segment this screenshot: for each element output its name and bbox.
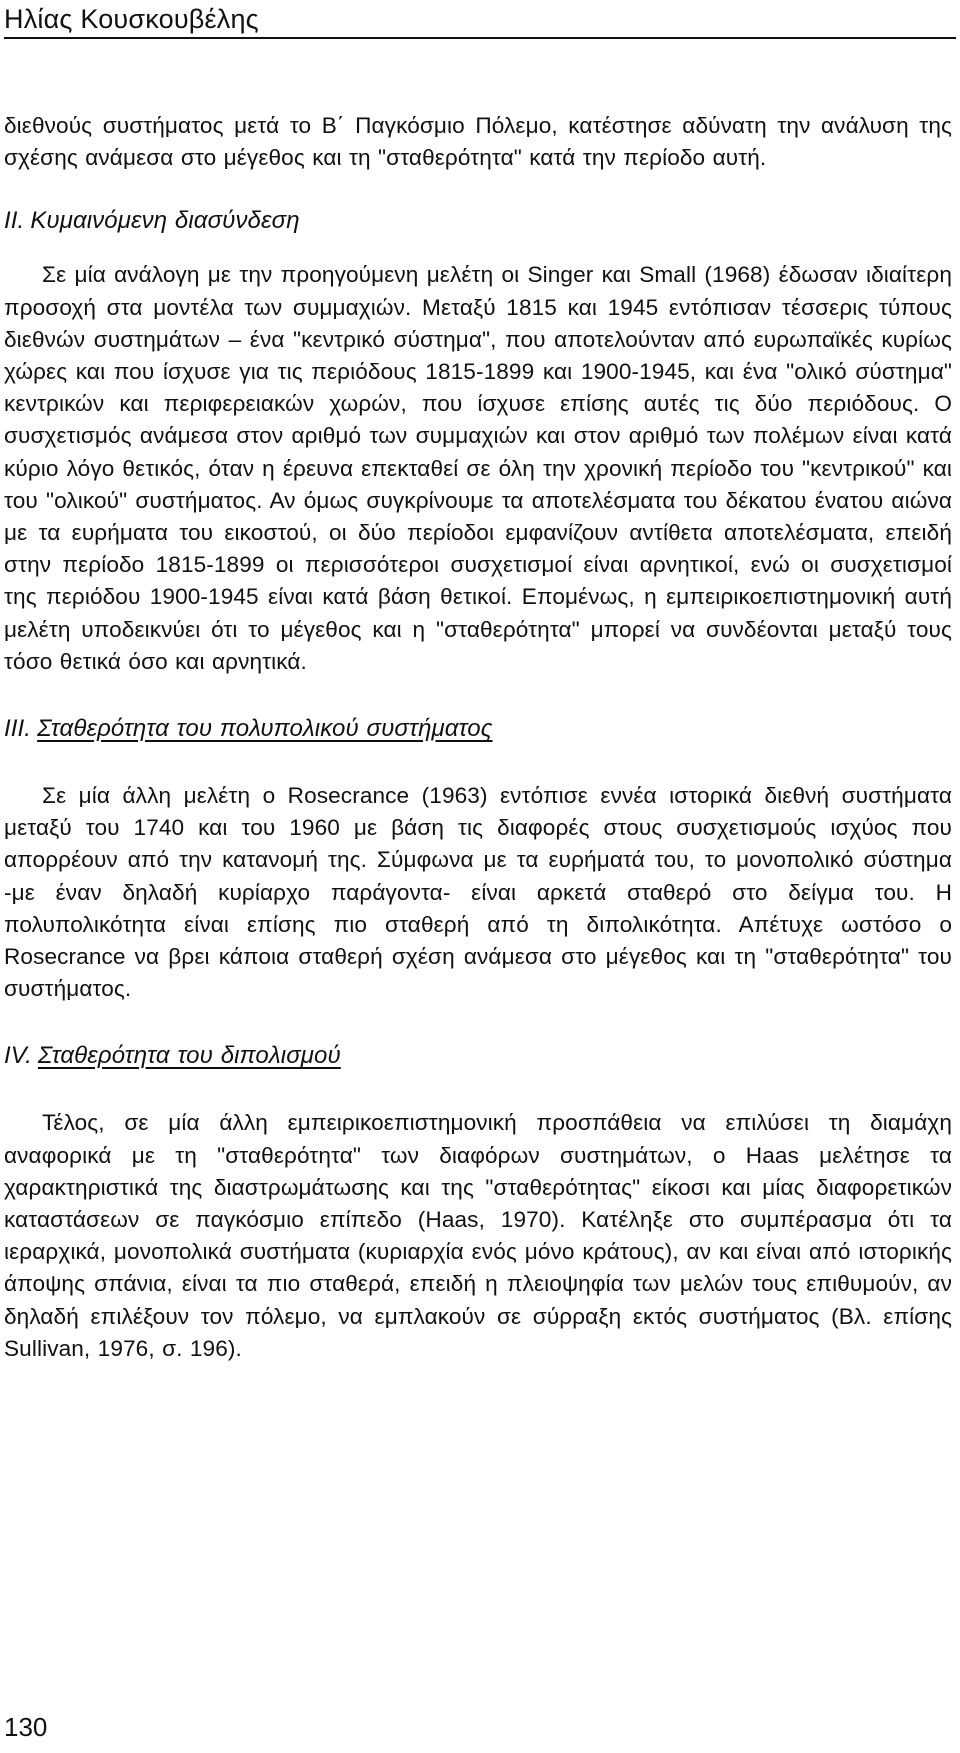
paragraph-4: Τέλος, σε μία άλλη εμπειρικοεπιστημονική προσπάθεια να επιλύσει τη διαμάχη αναφορικά με τη "σταθερότητα" των διαφόρων συστημάτων, ο Haas μελέτησε τα χαρακτηριστικά της διαστρωμάτωσης και της "σταθερότητας" είκοσι και μίας διαφορετικών καταστάσεων σε παγκόσμιο επίπεδο (Haas, 1970). Κατέληξε στο συμπέρασμα ότι τα ιεραρχικά, μονοπολικά συστήματα (κυριαρχία ενός μόνο κράτους), αν και είναι από ιστορικής άποψης σπάνια, είναι τα πιο σταθερά, επειδή η πλειοψηφία των μελών τους επιθυμούν, αν δηλαδή επιλέξουν τον πόλεμο, να εμπλακούν σε σύρραξη εκτός συστήματος (Βλ. επίσης Sullivan, 1976, σ. 196). [4, 1110, 952, 1361]
section-number-2: ΙΙ. [4, 207, 25, 235]
paragraph-3: Σε μία άλλη μελέτη ο Rosecrance (1963) εντόπισε εννέα ιστορικά διεθνή συστήματα μεταξύ του 1740 και του 1960 με βάση τις διαφορές στους συσχετισμούς ισχύος που απορρέουν από την κατανομή της. Σύμφωνα με τα ευρήματά του, το μονοπολικό σύστημα -με έναν δηλαδή κυρίαρχο παράγοντα- είναι αρκετά σταθερό στο δείγμα του. Η πολυπολικότητα είναι επίσης πιο σταθερή από τη διπολικότητα. Απέτυχε ωστόσο ο Rosecrance να βρει κάποια σταθερή σχέση ανάμεσα στο μέγεθος και τη "σταθερότητα" του συστήματος. [4, 783, 952, 1002]
page-number: 130 [4, 1712, 48, 1742]
section-heading-2 [4, 205, 952, 237]
section-number-4: ΙV. [4, 1042, 32, 1070]
paragraph-2: Σε μία ανάλογη με την προηγούμενη μελέτη οι Singer και Small (1968) έδωσαν ιδιαίτερη προσοχή στα μοντέλα των συμμαχιών. Μεταξύ 1815 και 1945 εντόπισαν τέσσερις τύπους διεθνών συστημάτων – ένα "κεντρικό σύστημα", που αποτελούνταν από ευρωπαϊκές κυρίως χώρες και που ίσχυσε για τις περιόδους 1815-1899 και 1900-1945, και ένα "ολικό σύστημα" κεντρικών και περιφερειακών χωρών, που ίσχυσε επίσης αυτές τις δύο περιόδους. Ο συσχετισμός ανάμεσα στον αριθμό των συμμαχιών και στον αριθμό των πολέμων είναι κατά κύριο λόγο θετικός, όταν η έρευνα επεκταθεί σε όλη την χρονική περίοδο του "κεντρικού" και του "ολικού" συστήματος. Αν όμως συγκρίνουμε τα αποτελέσματα του δέκατου ένατου αιώνα με τα ευρήματα του εικοστού, οι δύο περίοδοι εμφανίζουν αντίθετα αποτελέσματα, επειδή στην περίοδο 1815-1899 οι περισσότεροι συσχετισμοί είναι αρνητικοί, ενώ οι συσχετισμοί της περιόδου 1900-1945 είναι κατά βάση θετικοί. Επομένως, η εμπειρικοεπιστημονική αυτή μελέτη υποδεικνύει ότι το μέγεθος και η "σταθερότητα" μπορεί να συνδέονται μεταξύ τους τόσο θετικά όσο και αρνητικά. [4, 262, 952, 674]
section-title-2: Κυμαινόμενη διασύνδεση [30, 207, 300, 235]
paragraph-1: διεθνούς συστήματος μετά το Β΄ Παγκόσμιο Πόλεμο, κατέστησε αδύνατη την ανάλυση της σχέσης ανάμεσα στο μέγεθος και τη "σταθερότητα" κατά την περίοδο αυτή. [4, 113, 952, 171]
section-title-4: Σταθερότητα του διπολισμού [37, 1042, 341, 1070]
body-text [4, 110, 952, 1365]
section-number-3: ΙΙΙ. [4, 715, 32, 743]
section-title-3: Σταθερότητα του πολυπολικού συστήματος [37, 715, 493, 743]
section-heading-3 [4, 713, 952, 745]
section-heading-4 [4, 1040, 952, 1072]
running-header-author: Ηλίας Κουσκουβέλης [4, 4, 259, 34]
header-rule [4, 37, 956, 39]
